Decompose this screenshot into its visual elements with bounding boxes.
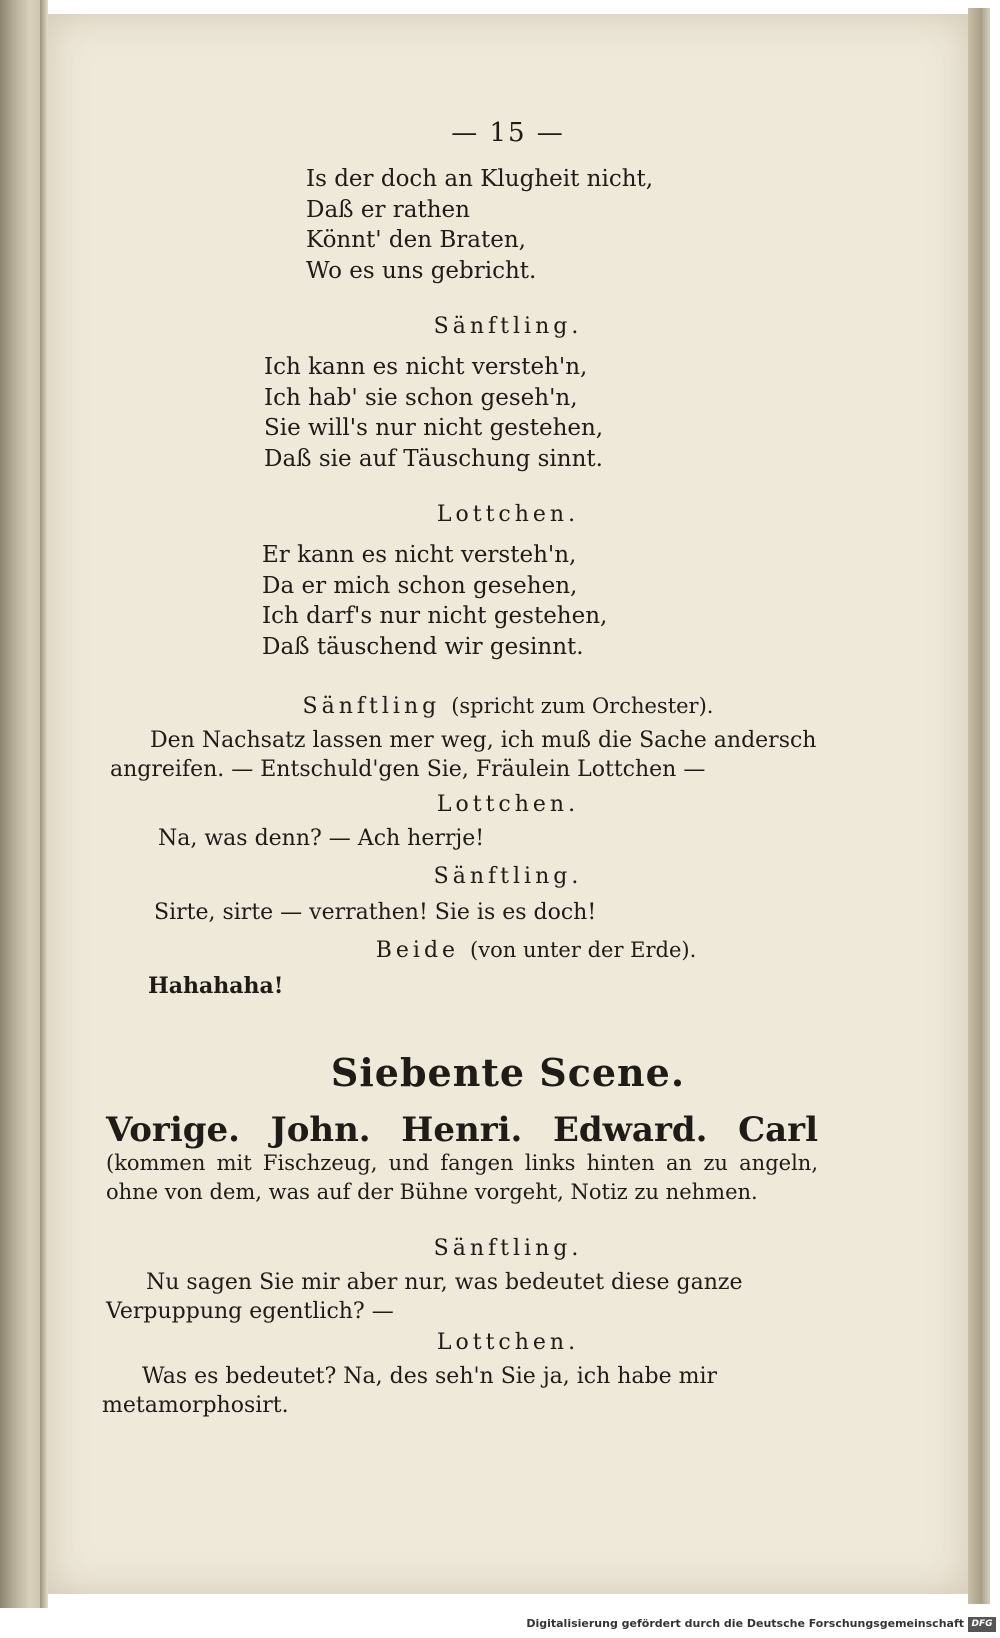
verse-stanza-2 — [264, 352, 603, 474]
stage-direction: (von unter der Erde). — [470, 938, 697, 962]
scene-title: Siebente Scene. — [330, 1050, 686, 1095]
speaker-heading: Sänftling. — [433, 864, 583, 889]
dialogue-line: Den Nachsatz lassen mer weg, ich muß die Sache andersch — [150, 728, 817, 753]
speaker-name: Beide — [375, 938, 460, 963]
speaker-heading: Sänftling. — [433, 314, 583, 339]
book-page — [48, 14, 968, 1594]
verse-line: Ich kann es nicht versteh'n, — [264, 354, 588, 380]
verse-line: Daß er rathen — [306, 196, 470, 223]
verse-line: Er kann es nicht versteh'n, — [262, 542, 577, 568]
scene-characters — [106, 1110, 818, 1207]
funding-notice: Digitalisierung gefördert durch die Deutsche Forschungsgemeinschaft — [526, 1617, 964, 1630]
dialogue-paragraph — [102, 1362, 842, 1420]
page-gutter — [40, 0, 48, 1608]
verse-stanza-1 — [306, 164, 653, 286]
speaker-heading: Lottchen. — [436, 502, 580, 527]
character-list: Vorige. John. Henri. Edward. Carl — [106, 1110, 818, 1150]
speaker-name: Sänftling — [302, 694, 441, 719]
speaker-heading: Lottchen. — [436, 1330, 580, 1355]
dialogue-line: angreifen. — Entschuld'gen Sie, Fräulein Lottchen — — [110, 757, 706, 782]
verse-line: Daß sie auf Täuschung sinnt. — [264, 445, 603, 472]
dfg-logo: DFG — [968, 1617, 996, 1632]
dialogue-line: Verpuppung egentlich? — — [106, 1299, 394, 1324]
stage-direction: (kommen mit Fischzeug, und fangen links hinten an zu angeln, ohne von dem, was auf der Bühne vorgeht, Notiz zu nehmen. — [106, 1151, 818, 1204]
dialogue-line: Sirte, sirte — verrathen! Sie is es doch! — [154, 900, 597, 925]
stage-direction: (spricht zum Orchester). — [451, 694, 714, 718]
dialogue-paragraph — [110, 726, 840, 784]
verse-line: Ich darf's nur nicht gestehen, — [262, 603, 608, 629]
verse-line: Wo es uns gebricht. — [306, 257, 537, 284]
page-edges — [968, 8, 990, 1604]
dialogue-line: Was es bedeutet? Na, des seh'n Sie ja, ich habe mir — [142, 1364, 718, 1389]
verse-line: Is der doch an Klugheit nicht, — [306, 166, 654, 192]
dialogue-paragraph — [106, 1268, 836, 1326]
dialogue-line: Nu sagen Sie mir aber nur, was bedeutet diese ganze — [146, 1270, 743, 1295]
verse-stanza-3 — [262, 540, 607, 662]
book-spine — [0, 0, 40, 1608]
verse-line: Sie will's nur nicht gestehen, — [264, 415, 604, 441]
dialogue-line: Hahahaha! — [148, 973, 284, 999]
verse-line: Könnt' den Braten, — [306, 227, 526, 253]
speaker-heading — [48, 938, 968, 963]
dialogue-line: metamorphosirt. — [102, 1393, 289, 1418]
speaker-heading: Lottchen. — [436, 792, 580, 817]
speaker-heading — [48, 694, 968, 719]
page-number: — 15 — — [451, 118, 565, 148]
verse-line: Da er mich schon gesehen, — [262, 572, 578, 599]
speaker-heading: Sänftling. — [433, 1236, 583, 1261]
verse-line: Ich hab' sie schon geseh'n, — [264, 384, 578, 411]
verse-line: Daß täuschend wir gesinnt. — [262, 633, 584, 660]
digitization-footer — [0, 1614, 1000, 1638]
dialogue-line: Na, was denn? — Ach herrje! — [158, 826, 485, 851]
